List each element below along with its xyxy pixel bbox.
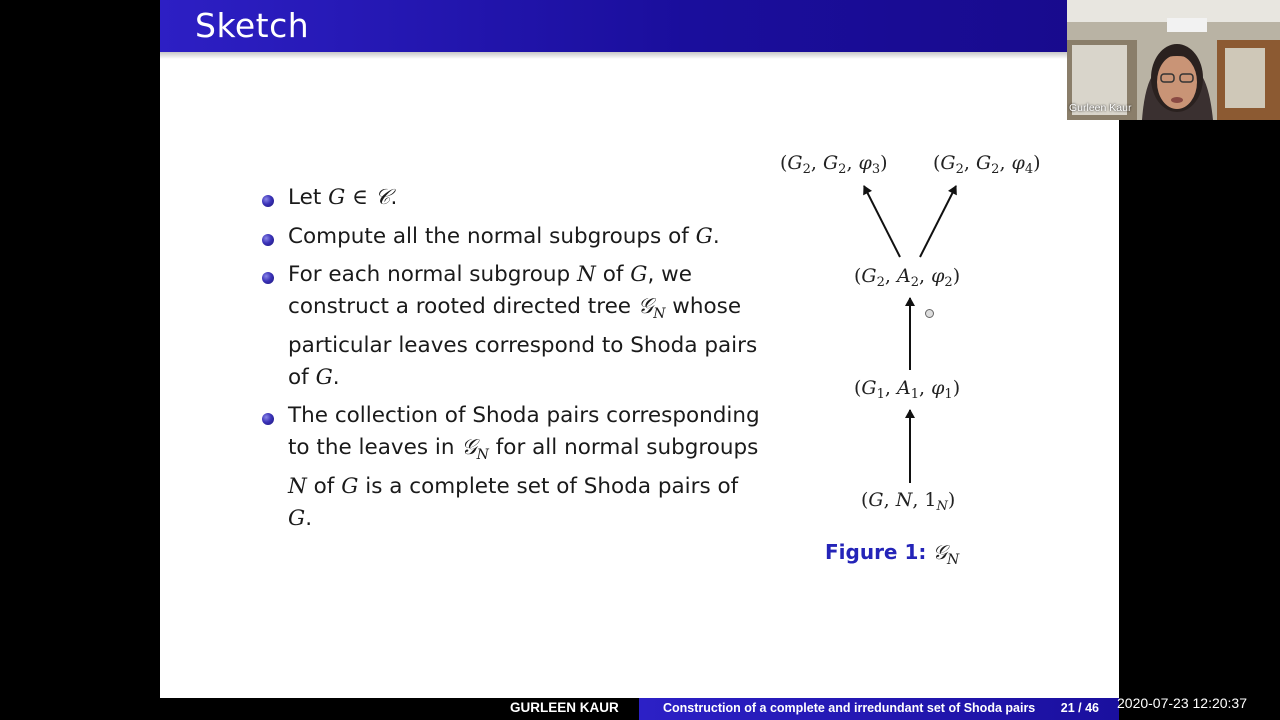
bullet-icon xyxy=(262,234,274,246)
timestamp: 2020-07-23 12:20:37 xyxy=(1117,695,1247,711)
webcam-video xyxy=(1067,0,1280,120)
bullet-icon xyxy=(262,272,274,284)
footer-title-panel xyxy=(639,698,1119,720)
node-root: (G, N, $1_N$) xyxy=(861,489,956,514)
arrow-mid-upper-to-top-left xyxy=(864,186,900,257)
slide-title: Sketch xyxy=(195,6,310,45)
title-shadow xyxy=(160,52,1119,59)
tree-arrows xyxy=(760,140,1080,580)
figure-caption: Figure 1: 𝒢$_N$ xyxy=(825,540,960,568)
webcam-name-label: Gurleen Kaur xyxy=(1069,102,1132,114)
footer-bar xyxy=(160,698,1119,720)
bullet-item-4: The collection of Shoda pairs corresponding to the leaves in 𝒢$_N$ for all normal subgroups N of G is a complete set of Shoda pairs of G. xyxy=(260,400,760,534)
bullet-item-3: For each normal subgroup N of G, we construct a rooted directed tree 𝒢$_N$ whose particular leaves correspond to Shoda pairs of G. xyxy=(260,259,760,393)
title-bar xyxy=(160,0,1119,52)
bullet-icon xyxy=(262,413,274,425)
bullet-item-2: Compute all the normal subgroups of G. xyxy=(260,221,760,253)
bullet-icon xyxy=(262,195,274,207)
footer-title: Construction of a complete and irredundant set of Shoda pairs xyxy=(663,701,1036,715)
slide xyxy=(160,0,1119,698)
page-counter: 21 / 46 xyxy=(1060,701,1099,715)
node-top-left: ($G_2$, $G_2$, $\varphi_3$) xyxy=(780,152,888,177)
bullet-item-1: Let G ∈ 𝒞. xyxy=(260,182,760,214)
footer-author: GURLEEN KAUR xyxy=(510,700,619,715)
arrow-mid-upper-to-top-right xyxy=(920,186,956,257)
node-mid-lower: ($G_1$, $A_1$, $\varphi_1$) xyxy=(854,377,961,402)
node-mid-upper: ($G_2$, $A_2$, $\varphi_2$) xyxy=(854,265,961,290)
tree-diagram xyxy=(760,140,1080,580)
pointer-cursor-icon xyxy=(925,309,934,318)
node-top-right: ($G_2$, $G_2$, $\varphi_4$) xyxy=(933,152,1041,177)
bullet-list xyxy=(260,182,760,541)
